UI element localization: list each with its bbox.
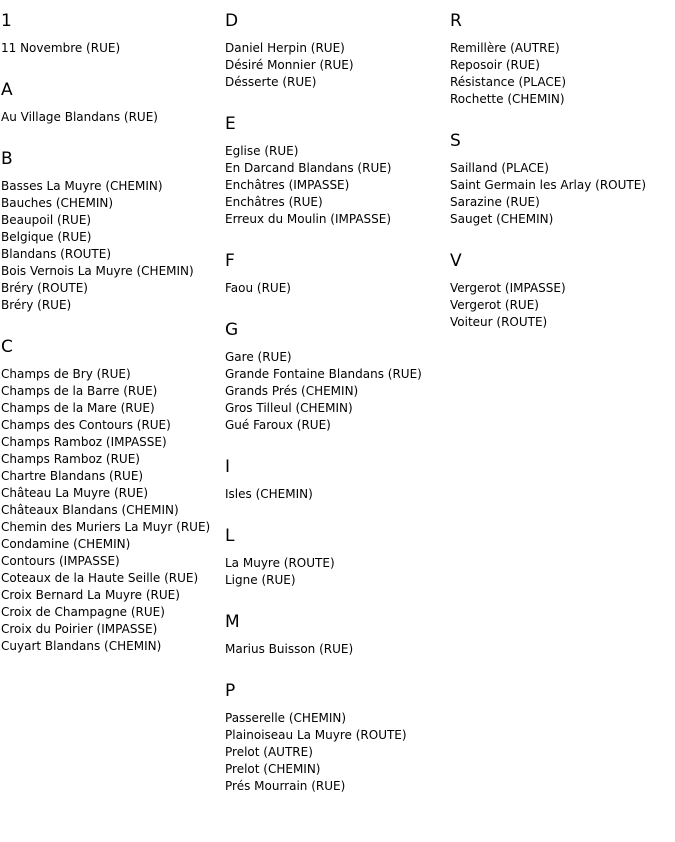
- street-link[interactable]: Passerelle (CHEMIN): [225, 711, 347, 725]
- street-link[interactable]: Belgique (RUE): [1, 230, 92, 244]
- letter-heading: 1: [1, 11, 12, 31]
- street-list: [225, 40, 447, 91]
- street-link[interactable]: Champs Ramboz (IMPASSE): [1, 435, 167, 449]
- street-link[interactable]: Gros Tilleul (CHEMIN): [225, 401, 353, 415]
- street-link[interactable]: Grande Fontaine Blandans (RUE): [225, 367, 422, 381]
- street-list: [225, 143, 447, 228]
- street-link[interactable]: Croix de Champagne (RUE): [1, 605, 165, 619]
- street-link[interactable]: Sauget (CHEMIN): [450, 212, 554, 226]
- letter-heading: V: [450, 251, 462, 271]
- street-link[interactable]: Croix Bernard La Muyre (RUE): [1, 588, 180, 602]
- street-link[interactable]: Cuyart Blandans (CHEMIN): [1, 639, 162, 653]
- street-link[interactable]: Bauches (CHEMIN): [1, 196, 114, 210]
- index-column-3: [450, 10, 672, 353]
- street-link[interactable]: Rochette (CHEMIN): [450, 92, 565, 106]
- street-link[interactable]: Bois Vernois La Muyre (CHEMIN): [1, 264, 194, 278]
- street-link[interactable]: Château La Muyre (RUE): [1, 486, 149, 500]
- street-list: [450, 40, 672, 108]
- street-link[interactable]: Prelot (CHEMIN): [225, 762, 321, 776]
- street-list: [450, 280, 672, 331]
- street-link[interactable]: Châteaux Blandans (CHEMIN): [1, 503, 179, 517]
- street-link[interactable]: Champs des Contours (RUE): [1, 418, 171, 432]
- street-link[interactable]: Beaupoil (RUE): [1, 213, 92, 227]
- street-link[interactable]: Grands Prés (CHEMIN): [225, 384, 359, 398]
- street-list: [1, 40, 223, 57]
- street-link[interactable]: Vergerot (RUE): [450, 298, 539, 312]
- street-list: [1, 109, 223, 126]
- street-link[interactable]: Saint Germain les Arlay (ROUTE): [450, 178, 647, 192]
- letter-heading: M: [225, 612, 240, 632]
- street-link[interactable]: Résistance (PLACE): [450, 75, 566, 89]
- street-list: [1, 366, 223, 655]
- street-link[interactable]: En Darcand Blandans (RUE): [225, 161, 392, 175]
- letter-heading: E: [225, 114, 236, 134]
- street-link[interactable]: Coteaux de la Haute Seille (RUE): [1, 571, 199, 585]
- street-list: [225, 710, 447, 795]
- street-list: [1, 178, 223, 314]
- street-link[interactable]: Sarazine (RUE): [450, 195, 540, 209]
- street-link[interactable]: Erreux du Moulin (IMPASSE): [225, 212, 392, 226]
- street-list: [225, 486, 447, 503]
- street-link[interactable]: Basses La Muyre (CHEMIN): [1, 179, 163, 193]
- letter-heading: R: [450, 11, 462, 31]
- street-link[interactable]: Désserte (RUE): [225, 75, 317, 89]
- street-link[interactable]: Bréry (RUE): [1, 298, 72, 312]
- street-link[interactable]: Sailland (PLACE): [450, 161, 549, 175]
- street-link[interactable]: Condamine (CHEMIN): [1, 537, 131, 551]
- letter-heading: D: [225, 11, 239, 31]
- letter-heading: I: [225, 457, 231, 477]
- street-link[interactable]: Croix du Poirier (IMPASSE): [1, 622, 158, 636]
- letter-heading: A: [1, 80, 13, 100]
- letter-heading: S: [450, 131, 461, 151]
- street-link[interactable]: Ligne (RUE): [225, 573, 296, 587]
- street-link[interactable]: Désiré Monnier (RUE): [225, 58, 354, 72]
- letter-heading: F: [225, 251, 235, 271]
- street-link[interactable]: Champs de Bry (RUE): [1, 367, 131, 381]
- street-link[interactable]: La Muyre (ROUTE): [225, 556, 335, 570]
- letter-heading: C: [1, 337, 13, 357]
- street-link[interactable]: Plainoiseau La Muyre (ROUTE): [225, 728, 407, 742]
- street-link[interactable]: Bréry (ROUTE): [1, 281, 88, 295]
- index-column-2: [225, 10, 447, 817]
- street-link[interactable]: Champs Ramboz (RUE): [1, 452, 140, 466]
- street-link[interactable]: Champs de la Mare (RUE): [1, 401, 155, 415]
- street-list: [225, 641, 447, 658]
- street-link[interactable]: Enchâtres (RUE): [225, 195, 323, 209]
- street-link[interactable]: Isles (CHEMIN): [225, 487, 313, 501]
- street-link[interactable]: Prelot (AUTRE): [225, 745, 313, 759]
- street-link[interactable]: Daniel Herpin (RUE): [225, 41, 345, 55]
- street-link[interactable]: 11 Novembre (RUE): [1, 41, 121, 55]
- street-link[interactable]: Blandans (ROUTE): [1, 247, 112, 261]
- index-column-1: [1, 10, 223, 677]
- street-list: [450, 160, 672, 228]
- street-link[interactable]: Eglise (RUE): [225, 144, 299, 158]
- street-link[interactable]: Champs de la Barre (RUE): [1, 384, 158, 398]
- street-link[interactable]: Gare (RUE): [225, 350, 292, 364]
- street-link[interactable]: Faou (RUE): [225, 281, 291, 295]
- letter-heading: P: [225, 681, 236, 701]
- street-link[interactable]: Prés Mourrain (RUE): [225, 779, 346, 793]
- street-link[interactable]: Chartre Blandans (RUE): [1, 469, 144, 483]
- street-link[interactable]: Gué Faroux (RUE): [225, 418, 331, 432]
- street-link[interactable]: Contours (IMPASSE): [1, 554, 120, 568]
- letter-heading: L: [225, 526, 235, 546]
- street-link[interactable]: Chemin des Muriers La Muyr (RUE): [1, 520, 211, 534]
- letter-heading: G: [225, 320, 239, 340]
- letter-heading: B: [1, 149, 13, 169]
- street-link[interactable]: Vergerot (IMPASSE): [450, 281, 566, 295]
- street-link[interactable]: Au Village Blandans (RUE): [1, 110, 158, 124]
- street-link[interactable]: Remillère (AUTRE): [450, 41, 560, 55]
- street-link[interactable]: Enchâtres (IMPASSE): [225, 178, 350, 192]
- street-link[interactable]: Reposoir (RUE): [450, 58, 540, 72]
- street-link[interactable]: Voiteur (ROUTE): [450, 315, 548, 329]
- street-list: [225, 555, 447, 589]
- street-list: [225, 280, 447, 297]
- street-list: [225, 349, 447, 434]
- street-link[interactable]: Marius Buisson (RUE): [225, 642, 354, 656]
